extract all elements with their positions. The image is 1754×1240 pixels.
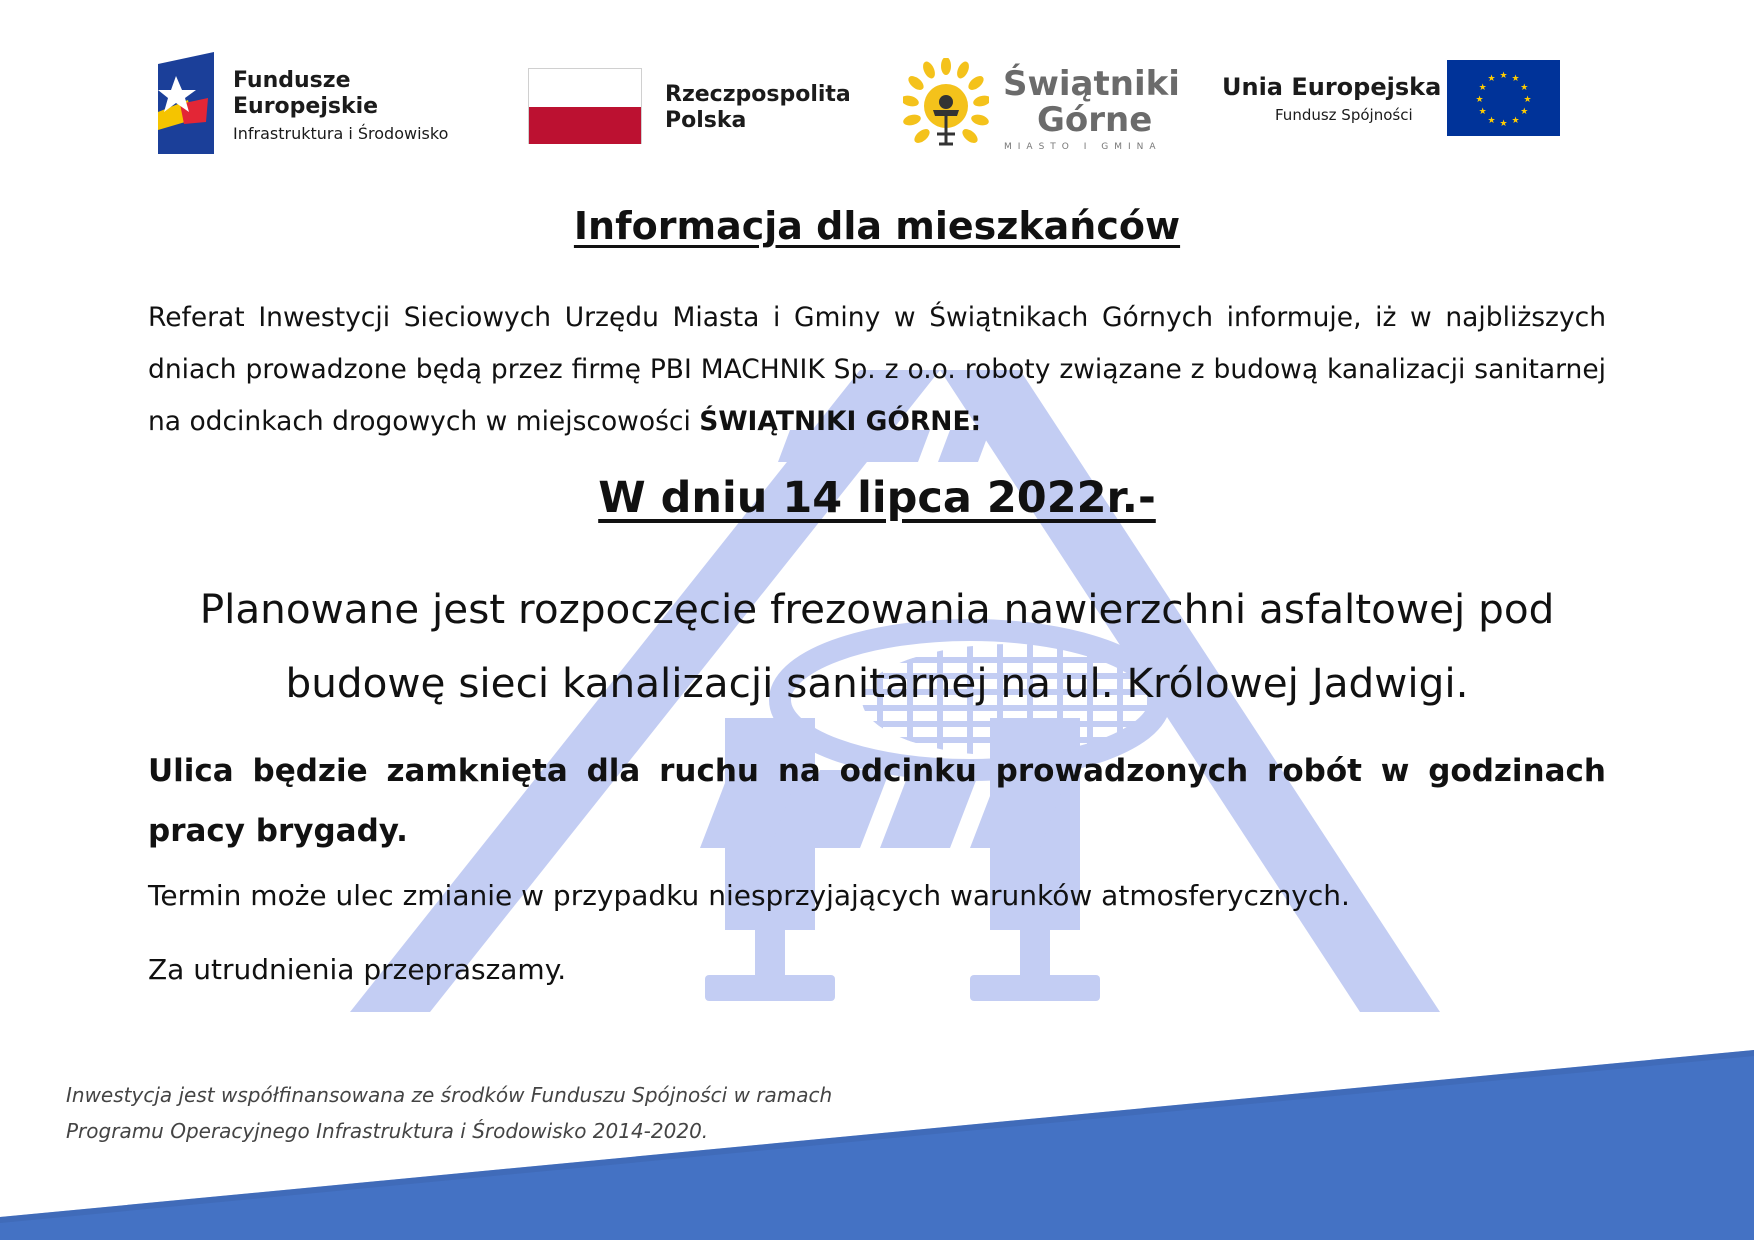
unia-logo-line2: Fundusz Spójności [1275, 106, 1413, 124]
fundusze-logo-line3: Infrastruktura i Środowisko [233, 124, 449, 143]
notice-date-text: W dniu 14 lipca 2022r.- [598, 473, 1156, 523]
swiatniki-logo-line2: Górne [1037, 100, 1153, 140]
footer-cofinancing-note [66, 1077, 832, 1149]
notice-plan: Planowane jest rozpoczęcie frezowania nawierzchni asfaltowej pod budowę sieci kanalizacji sanitarnej na ul. Królowej Jadwigi. [199, 585, 1555, 707]
notice-term: Termin może ulec zmianie w przypadku niesprzyjających warunków atmosferycznych. [148, 879, 1350, 912]
flag-white-stripe [529, 69, 641, 107]
notice-intro-text: Referat Inwestycji Sieciowych Urzędu Miasta i Gminy w Świątnikach Górnych informuje, iż w najbliższych dniach prowadzone będą przez firmę PBI MACHNIK Sp. z o.o. roboty związane z budową kanalizacji sanitarnej na odcinkach drogowych w miejscowości [148, 302, 1606, 437]
swiatniki-logo-line3: MIASTO I GMINA [1004, 142, 1162, 152]
rzeczpospolita-logo-line1: Rzeczpospolita [665, 82, 851, 107]
notice-date [0, 473, 1754, 523]
notice-heading-text: Informacja dla mieszkańców [573, 204, 1181, 248]
notice-intro-location: ŚWIĄTNIKI GÓRNE: [699, 406, 982, 437]
svg-text:★: ★ [1523, 95, 1532, 105]
notice-intro [148, 292, 1606, 448]
svg-text:★: ★ [1511, 116, 1520, 126]
footer-line2: Programu Operacyjnego Infrastruktura i Środowisko 2014-2020. [66, 1119, 709, 1143]
notice-apology: Za utrudnienia przepraszamy. [148, 953, 567, 986]
eu-flag-icon [1447, 60, 1560, 136]
svg-text:★: ★ [1520, 107, 1529, 117]
swiatniki-crest-icon [903, 58, 989, 154]
svg-text:★: ★ [1487, 116, 1496, 126]
svg-text:★: ★ [1520, 83, 1529, 93]
svg-text:★: ★ [1475, 95, 1484, 105]
svg-text:★: ★ [1511, 74, 1520, 84]
rzeczpospolita-logo-line2: Polska [665, 108, 747, 133]
fundusze-europejskie-emblem [158, 52, 214, 154]
notice-road-closure: Ulica będzie zamknięta dla ruchu na odcinku prowadzonych robót w godzinach pracy brygady. [148, 753, 1606, 849]
footer-line1: Inwestycja jest współfinansowana ze środków Funduszu Spójności w ramach [66, 1083, 833, 1107]
polish-flag-icon [528, 68, 642, 144]
fundusze-logo-line1: Fundusze [233, 68, 351, 93]
svg-text:★: ★ [1478, 107, 1487, 117]
svg-text:★: ★ [1487, 74, 1496, 84]
unia-logo-line1: Unia Europejska [1222, 73, 1442, 101]
swiatniki-logo-line1: Świątniki [1003, 64, 1180, 104]
svg-text:★: ★ [1499, 119, 1508, 129]
svg-text:★: ★ [1478, 83, 1487, 93]
svg-text:★: ★ [1499, 71, 1508, 81]
fundusze-logo-line2: Europejskie [233, 94, 379, 119]
flag-red-stripe [529, 107, 641, 144]
notice-heading [0, 204, 1754, 248]
